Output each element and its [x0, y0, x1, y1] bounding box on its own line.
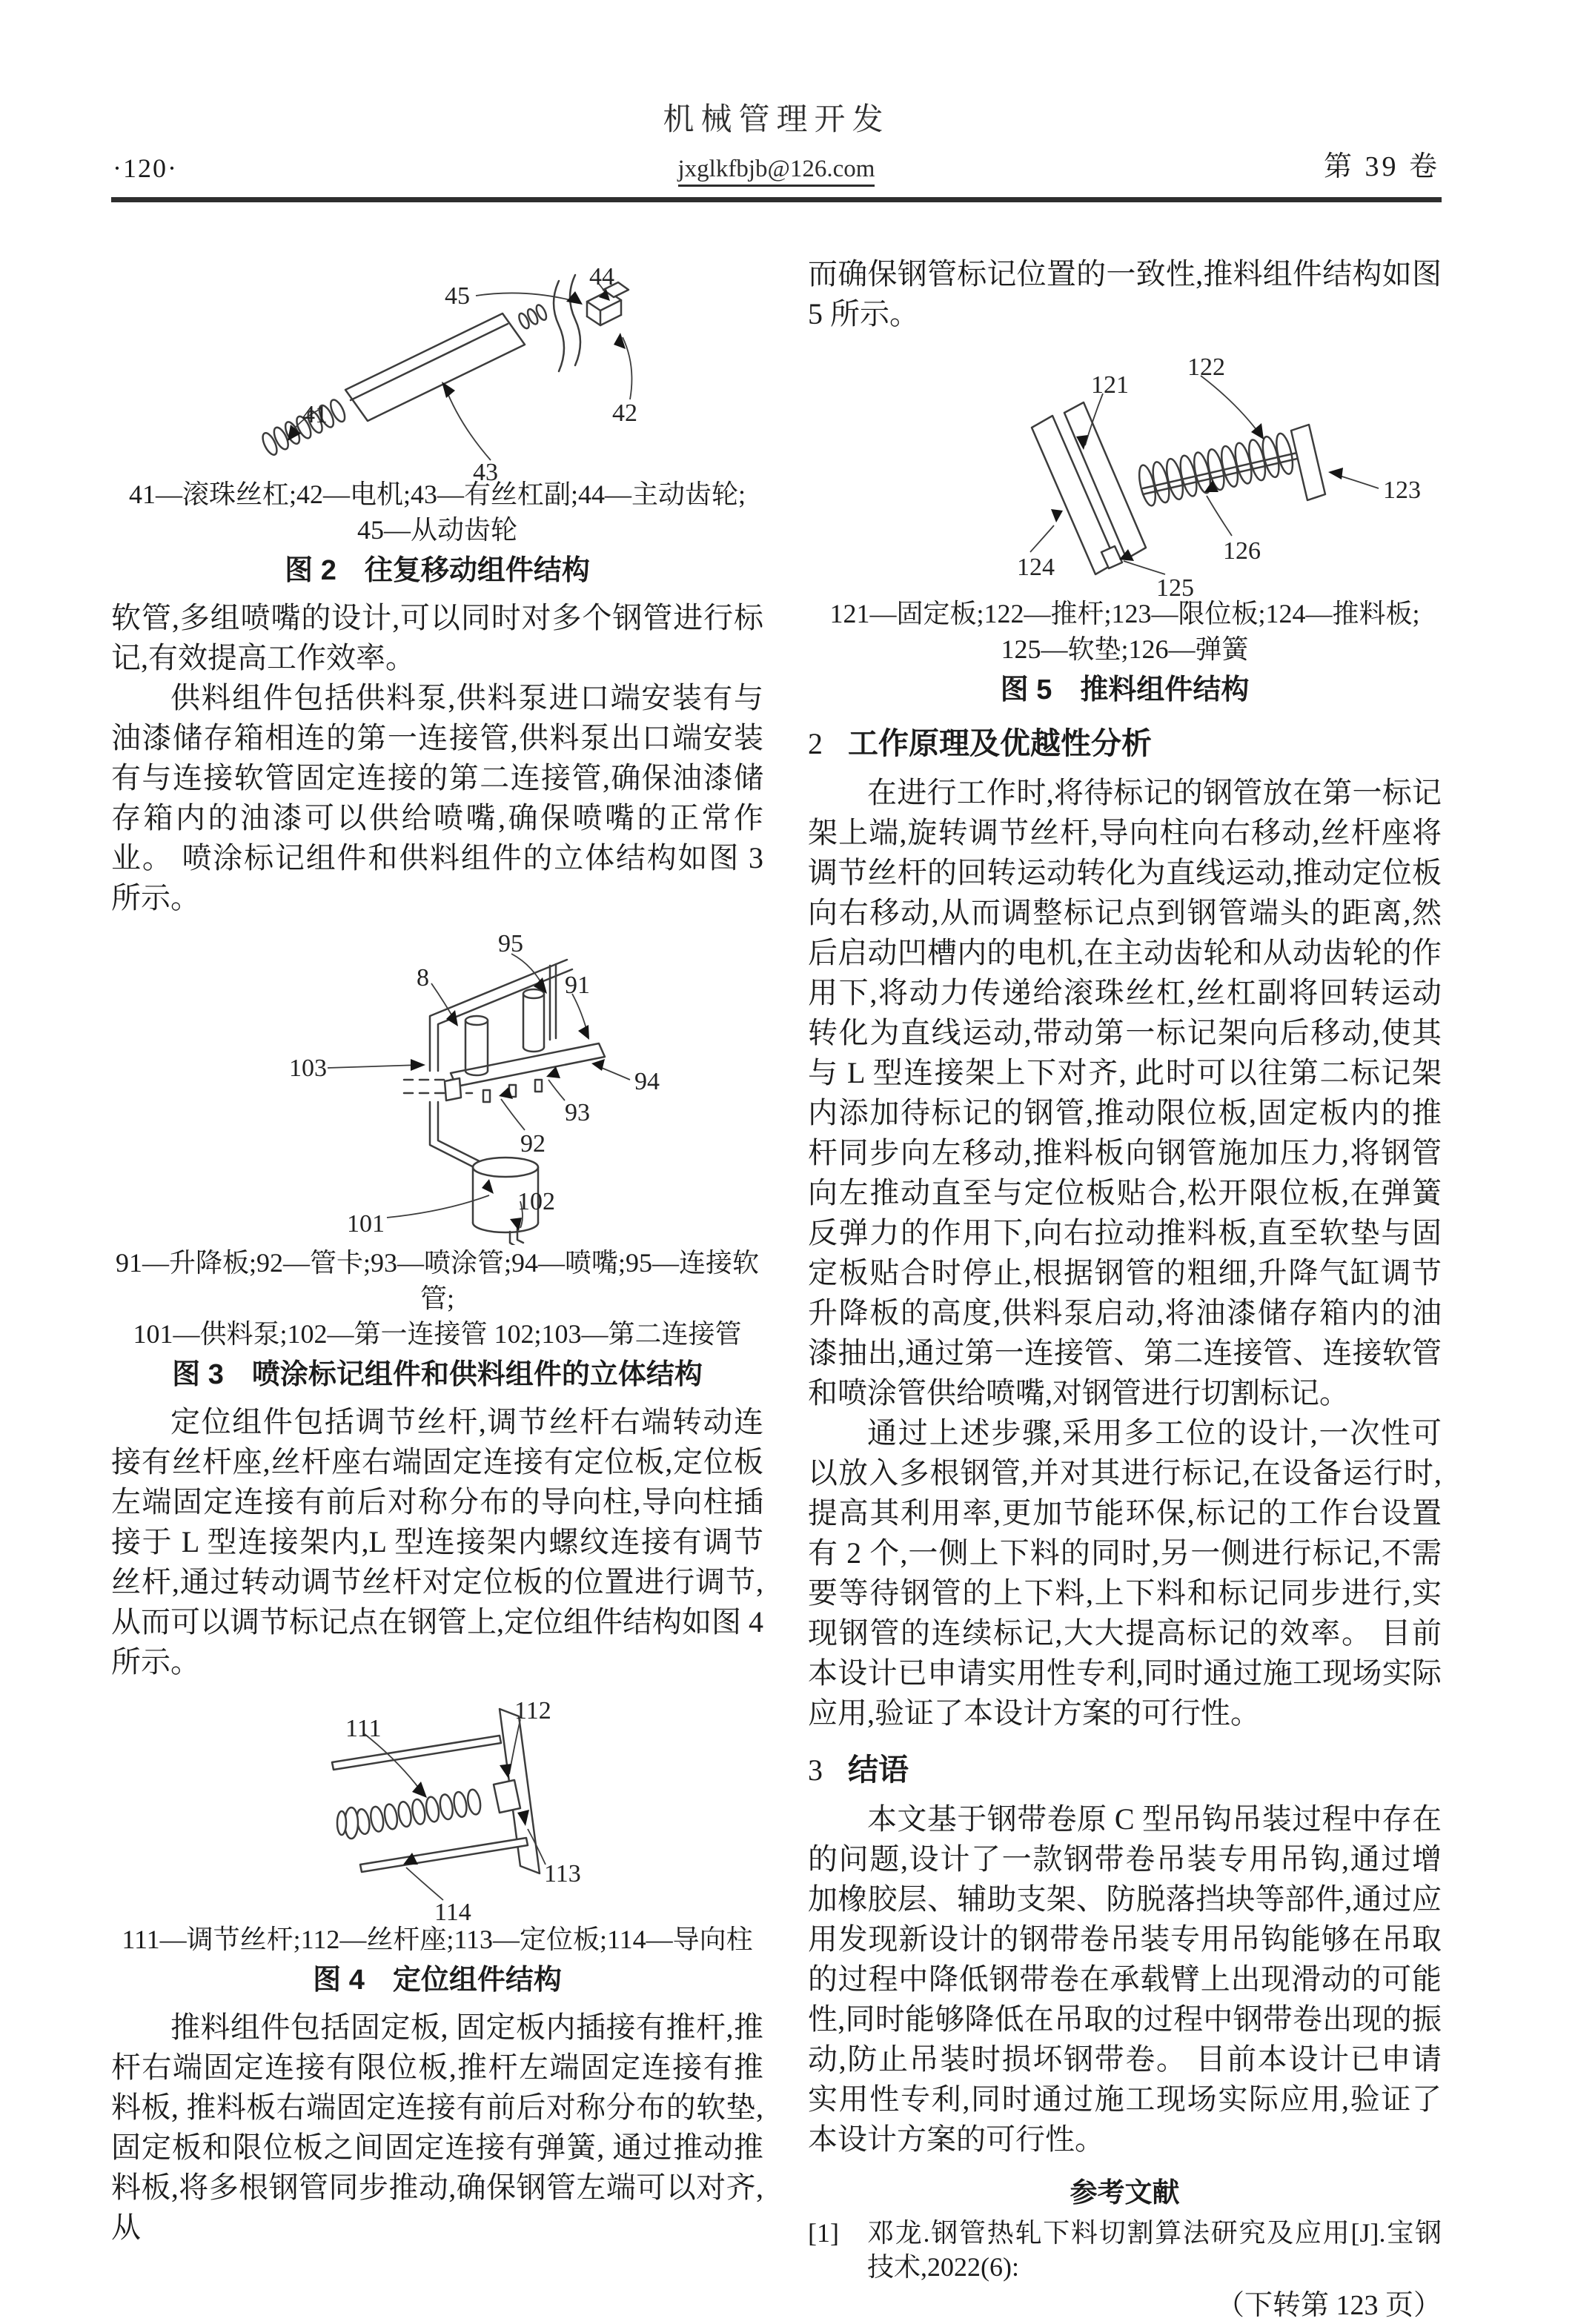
figure-2-lineart	[111, 254, 763, 477]
figure-3-caption-line1: 91—升降板;92—管卡;93—喷涂管;94—喷嘴;95—连接软管;	[115, 1248, 759, 1313]
figure-5-caption-line2: 125—软垫;126—弹簧	[1001, 634, 1249, 664]
section-3-number: 3	[808, 1753, 823, 1787]
figure-label: 8	[417, 964, 429, 992]
figure-label: 45	[445, 282, 470, 310]
figure-label: 121	[1091, 371, 1129, 399]
paragraph-continuation-right: 而确保钢管标记位置的一致性,推料组件结构如图 5 所示。	[808, 257, 1442, 331]
figure-2-title: 图 2 往复移动组件结构	[285, 555, 590, 586]
figure-label: 101	[347, 1210, 385, 1238]
paragraph-pushing-assembly: 推料组件包括固定板, 固定板内插接有推杆,推杆右端固定连接有限位板,推杆左端固定连接有推料板, 推料板右端固定连接有前后对称分布的软垫,固定板和限位板之间固定连接有弹簧, 通过推动推料板,将多根钢管同步推动,确保钢管左端可以对齐,从	[111, 2011, 763, 2244]
figure-label: 94	[634, 1068, 660, 1095]
section-2-title: 工作原理及优越性分析	[848, 726, 1152, 760]
references-heading: 参考文献	[1070, 2177, 1180, 2208]
figure-4-lineart	[111, 1688, 763, 1922]
figure-label: 41	[302, 401, 328, 428]
figure-5-caption-line1: 121—固定板;122—推杆;123—限位板;124—推料板;	[829, 599, 1420, 628]
figure-label: 123	[1383, 477, 1421, 504]
figure-label: 95	[498, 930, 523, 957]
figure-2-caption-line2: 45—从动齿轮	[357, 515, 517, 545]
figure-3-title: 图 3 喷涂标记组件和供料组件的立体结构	[172, 1359, 703, 1390]
figure-label: 114	[434, 1899, 471, 1926]
paragraph-advantages: 通过上述步骤,采用多工位的设计,一次性可以放入多根钢管,并对其进行标记,在设备运行时,提高其利用率,更加节能环保,标记的工作台设置有 2 个,一侧上下料的同时,另一侧进行标记,不需要等待钢管的上下料,上下料和标记同步进行,实现钢管的连续标记,大大提高标记的效率。 目前本设计已申请实用性专利,同时通过施工现场实际应用,验证了本设计方案的可行性。	[808, 1416, 1442, 1730]
reference-item	[808, 2216, 1442, 2284]
paragraph-positioning-assembly: 定位组件包括调节丝杆,调节丝杆右端转动连接有丝杆座,丝杆座右端固定连接有定位板,定位板左端固定连接有前后对称分布的导向柱,导向柱插接于 L 型连接架内,L 型连接架内螺纹连接有调节丝杆,通过转动调节丝杆对定位板的位置进行调节,从而可以调节标记点在钢管上,定位组件结构如图 4 所示。	[111, 1405, 763, 1679]
paragraph-working-principle: 在进行工作时,将待标记的钢管放在第一标记架上端,旋转调节丝杆,导向柱向右移动,丝杆座将调节丝杆的回转运动转化为直线运动,推动定位板向右移动,从而调整标记点到钢管端头的距离,然后启动凹槽内的电机,在主动齿轮和从动齿轮的作用下,将动力传递给滚珠丝杠,丝杠副将回转运动转化为直线运动,带动第一标记架向后移动,使其与 L 型连接架上下对齐, 此时可以往第二标记架内添加待标记的钢管,推动限位板,固定板内的推杆同步向左移动,推料板向钢管施加压力,将钢管向左推动直至与定位板贴合,松开限位板,在弹簧反弹力的作用下,向右拉动推料板,直至软垫与固定板贴合时停止,根据钢管的粗细,升降气缸调节升降板的高度,供料泵启动,将油漆储存箱内的油漆抽出,通过第一连接管、第二连接管、连接软管和喷涂管供给喷嘴,对钢管进行切割标记。	[808, 776, 1442, 1410]
figure-label: 93	[565, 1099, 590, 1126]
section-2-number: 2	[808, 727, 823, 760]
figure-label: 44	[589, 263, 614, 290]
figure-4-drawing	[111, 1688, 763, 1926]
volume-label: 第 39 卷	[1323, 151, 1440, 182]
paragraph-continuation: 软管,多组喷嘴的设计,可以同时对多个钢管进行标记,有效提高工作效率。	[111, 601, 763, 674]
right-column	[808, 254, 1442, 2324]
reference-text: 邓龙.钢管热轧下料切割算法研究及应用[J].宝钢技术,2022(6):	[867, 2218, 1442, 2282]
paragraph-conclusion: 本文基于钢带卷原 C 型吊钩吊装过程中存在的问题,设计了一款钢带卷吊装专用吊钩,通过增加橡胶层、辅助支架、防脱落挡块等部件,通过应用发现新设计的钢带卷吊装专用吊钩能够在吊取的过程中降低钢带卷在承载臂上出现滑动的可能性,同时能够降低在吊取的过程中钢带卷出现的振动,防止吊装时损坏钢带卷。 目前本设计已申请实用性专利,同时通过施工现场实际应用,验证了本设计方案的可行性。	[808, 1802, 1442, 2156]
figure-4-title: 图 4 定位组件结构	[313, 1965, 562, 1996]
figure-label: 91	[565, 972, 590, 999]
figure-3-caption-line2: 101—供料泵;102—第一连接管 102;103—第二连接管	[133, 1319, 742, 1349]
figure-label: 111	[345, 1715, 382, 1742]
figure-3-drawing	[111, 923, 763, 1245]
figure-5-drawing	[808, 340, 1442, 602]
header-rule	[111, 197, 1442, 202]
figure-label: 122	[1187, 353, 1225, 381]
figure-label: 126	[1223, 537, 1261, 565]
section-2-heading	[808, 719, 1442, 763]
continued-on-page-note: （下转第 123 页）	[1216, 2290, 1442, 2321]
page-number: ·120·	[113, 153, 178, 183]
figure-label: 125	[1156, 574, 1194, 602]
reference-marker: [1]	[808, 2218, 839, 2248]
figure-2-drawing	[111, 254, 763, 486]
figure-label: 103	[289, 1055, 327, 1082]
page-header	[111, 95, 1442, 187]
section-3-title: 结语	[848, 1753, 909, 1787]
journal-title: 机械管理开发	[663, 103, 890, 137]
figure-label: 113	[544, 1860, 581, 1888]
figure-label: 92	[520, 1130, 546, 1158]
figure-label: 42	[612, 399, 637, 427]
figure-label: 43	[473, 459, 498, 486]
left-column	[111, 254, 763, 2324]
figure-3-lineart	[111, 923, 763, 1245]
journal-email: jxglkfbjb@126.com	[678, 156, 875, 187]
figure-label: 102	[517, 1188, 555, 1215]
figure-label: 124	[1017, 554, 1055, 581]
figure-label: 112	[514, 1697, 551, 1724]
section-3-heading	[808, 1745, 1442, 1789]
figure-5-title: 图 5 推料组件结构	[1000, 674, 1250, 706]
figure-4-caption-line1: 111—调节丝杆;112—丝杆座;113—定位板;114—导向柱	[122, 1925, 753, 1954]
two-column-body	[111, 254, 1442, 2324]
figure-2-caption-line1: 41—滚珠丝杠;42—电机;43—有丝杠副;44—主动齿轮;	[128, 479, 746, 509]
paragraph-supply-assembly: 供料组件包括供料泵,供料泵进口端安装有与油漆储存箱相连的第一连接管,供料泵出口端安装有与连接软管固定连接的第二连接管,确保油漆储存箱内的油漆可以供给喷嘴,确保喷嘴的正常作业。 喷涂标记组件和供料组件的立体结构如图 3 所示。	[111, 681, 763, 914]
